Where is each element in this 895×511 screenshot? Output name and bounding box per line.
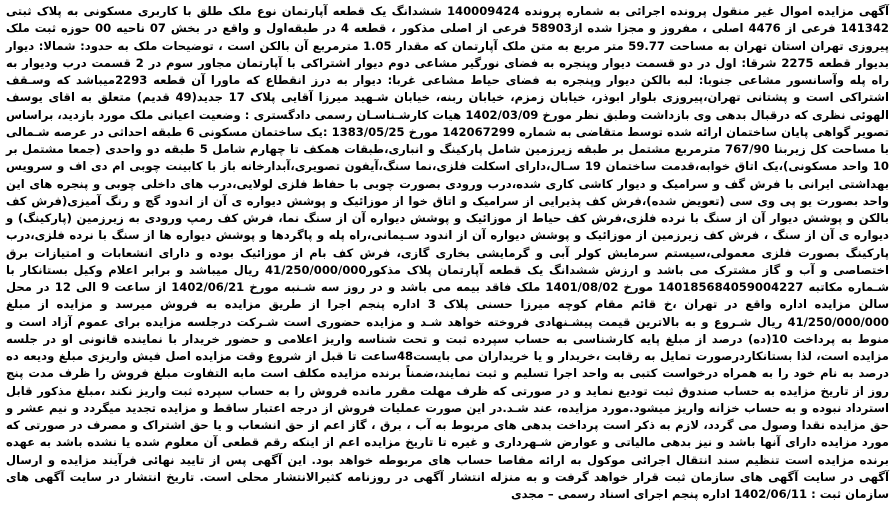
notice-body-text: آگهی مزایده اموال غیر منقول پرونده اجرائی به شماره پرونده 140009424 ششدانگ یک قطعه آپارتمان نوع ملک طلق با کاربری مسکونی به پلاک ثبتی 141342 فرعی از 4476 اصلی ، مفروز و مجزا شده از58903 فرعی از اصلی مذکور ، قطعه 4 در طبقه‌اول و واقع در بخش 07 ناحیه 00 حوزه ثبت ملک پیروزی تهران استان تهران به مساحت 59.77 متر مربع به متن ملک آپارتمان که مقدار 1.05 مترمربع آن بالکن است ، توضیحات ملک به حدود: شمالا: دیوار بدیوار قطعه 2275 شرقا: اول در دو قسمت دیوار وپنجره به فضای نورگیر مشاعی دوم دیوار اشتراکی با آپارتمان مجاور سوم در 2 قسمت درب ودیوار به راه پله وآسانسور مشاعی جنوبا: لبه بالکن دیوار وپنجره به فضای حیاط مشاعی غربا: دیوار به درز انقطاع که ماورا آن قطعه 2293میباشد که وسـقف اشتراکی است و پشتانی تهران،پیروزی بلوار ابوذر، خیابان زمزم، خیابان ربنه، خیابان شـهید میرزا آقایی پلاک 17 جدید(49 قدیم) متعلق به اقای یوسف الهوئی نظری که درقبال بدهی وی بازداشت وطبق نظر مورخ 1402/03/09 هیات کارشـناسـان رسمی دادگستری : وضعیت اعیانی ملک مورد بازدید، براساس تصویر گواهی پایان ساختمان ارائه شده توسط متقاضی به شماره 142067299 مورخ 1383/05/25 :یک ساختمان مسکونی 6 طبقه احداثی در عرصه شـمالی با مساحت کل زیربنا 767/90 مترمربع مشتمل بر طبقه زیرزمین شامل پارکینگ و انباری،طبقات همکف تا چهارم شامل 5 طبقه دو واحدی (جمعا مشتمل بر 10 واحد مسکونی)،یک اتاق خوابه،قدمت ساختمان 19 سـال،دارای اسکلت فلزی،نما سنگ،آیفون تصویری،آبدارخانه باز با کابینت چوبی ام دی اف و سرویس بهداشتی ایرانی با فرش گف و سرامیک و دیوار کاشی کاری شده،درب ورودی بصورت چوبی با حفاظ فلزی لولایی،درب های داخلی چوبی و پنجره های این واحد بصورت یو پی وی سی (تعویض شده)،فرش کف پذیرایی از سرامیک و اتاق خوا از موزائیک و پوشش دیواره ی آن از اندود گچ و رنگ آمیزی(فرش کف بالکن و پوشش دیوار آن از سنگ با نرده فلزی،فرش کف حیاط از موزائیک و پوشش دیواره آن از سنگ نما، فرش کف رمپ ورودی به زیرزمین (پارکینگ) و دیواره ی آن از سنگ ، فرش کف زیرزمین از موزائیک و پوشش دیواره آن از اندود سـیمانی،راه پله و پاگردها و پوشش دیواره ها از سنگ با نرده فلزی،درب پارکینگ بصورت فلزی معمولی،سیستم سرمایش کولر آبی و گرمایشی بخاری گازی، فرش کف بام از موزائیک بوده و دارای انشعابات و امتیازات برق اختصاصی و آب و گاز مشترک می باشد و ارزش ششدانگ یک قطعه آپارتمان پلاک مذکور41/250/000/000 ریال میباشد و برابر اعلام وکیل بستانکار با شـماره مکاتبه 140185684059004227 مورخ 1401/08/02 ملک فاقد بیمه می باشد و در روز سه شـنبه مورخ 1402/06/21 از ساعت 9 الی 12 در محل سالن مزایده اداره واقع در تهران ،خ قائم مقام کوچه میرزا حسنی پلاک 3 اداره پنجم اجرا از طریق مزایده به فروش میرسد و مزایده از مبلغ 41/250/000/000 ریال شـروع و به بالاترین قیمت پیشـنهادی فروخته خواهد شـد و مزایده حضوری است شـرکت درجلسه مزایده برای عموم آزاد است و منوط به پرداخت 10(ده) درصد از مبلغ پایه کارشناسی به حساب سپرده ثبت و تحت شناسه واریز اعلامی و حضور خریدار با نماینده قانونی او در جلسه مزایده است، لذا بستانکاردرصورت تمایل به رقابت ،خریدار و یا خریداران می بایست48ساعت تا قبل از شروع وقت مزایده اصل فیش واریزی مبلغ ودیعه ده درصد به نام خود را به همراه درخواست کتبی به واحد اجرا تسلیم و ثبت نمایند،ضمناً برنده مزایده مکلف است مابه التفاوت مبلغ فروش را ظرف مدت پنج روز از تاریخ مزایده به حساب صندوق ثبت تودیع نماید و در صورتی که ظرف مهلت مقرر مانده فروش را به حساب سپرده ثبت واریز نکند ،مبلغ مذکور قابل استرداد نبوده و به حساب خزانه واریز میشود.مورد مزایده، عند شـد.در این صورت عملیات فروش از درجه اعتبار ساقط و مزایده تجدید میگردد و نیم عشر و حق مزایده نقدا وصول می گردد، لازم به ذکر است پرداخت بدهی های مربوط به آب ، برق ، گاز اعم از حق انشعاب و یا حق اشتراک و مصرف در صورتی که مورد مزایده دارای آنها باشد و نیز بدهی مالیاتی و عوارض شـهرداری و غیره تا تاریخ مزایده اعم از اینکه رقم قطعی آن معلوم شده یا نشده باشد به عهده برنده مزایده است تنظیم سند انتقال اجرائی موکول به ارائه مفاصا حساب های مربوطه خواهد بود. این آگهی پس از تایید نهائی فرآیند مزایده و ارسال آگهی در سایت آگهی های سازمان ثبت قرار خواهد گرفت و به منزله انتشار آگهی در روزنامه کثیرالانتشار محلی است. تاریخ انتشار در سایت آگهی های سازمان ثبت : 1402/06/11 اداره پنجم اجرای اسناد رسمی – مجدی — [6, 4, 890, 501]
